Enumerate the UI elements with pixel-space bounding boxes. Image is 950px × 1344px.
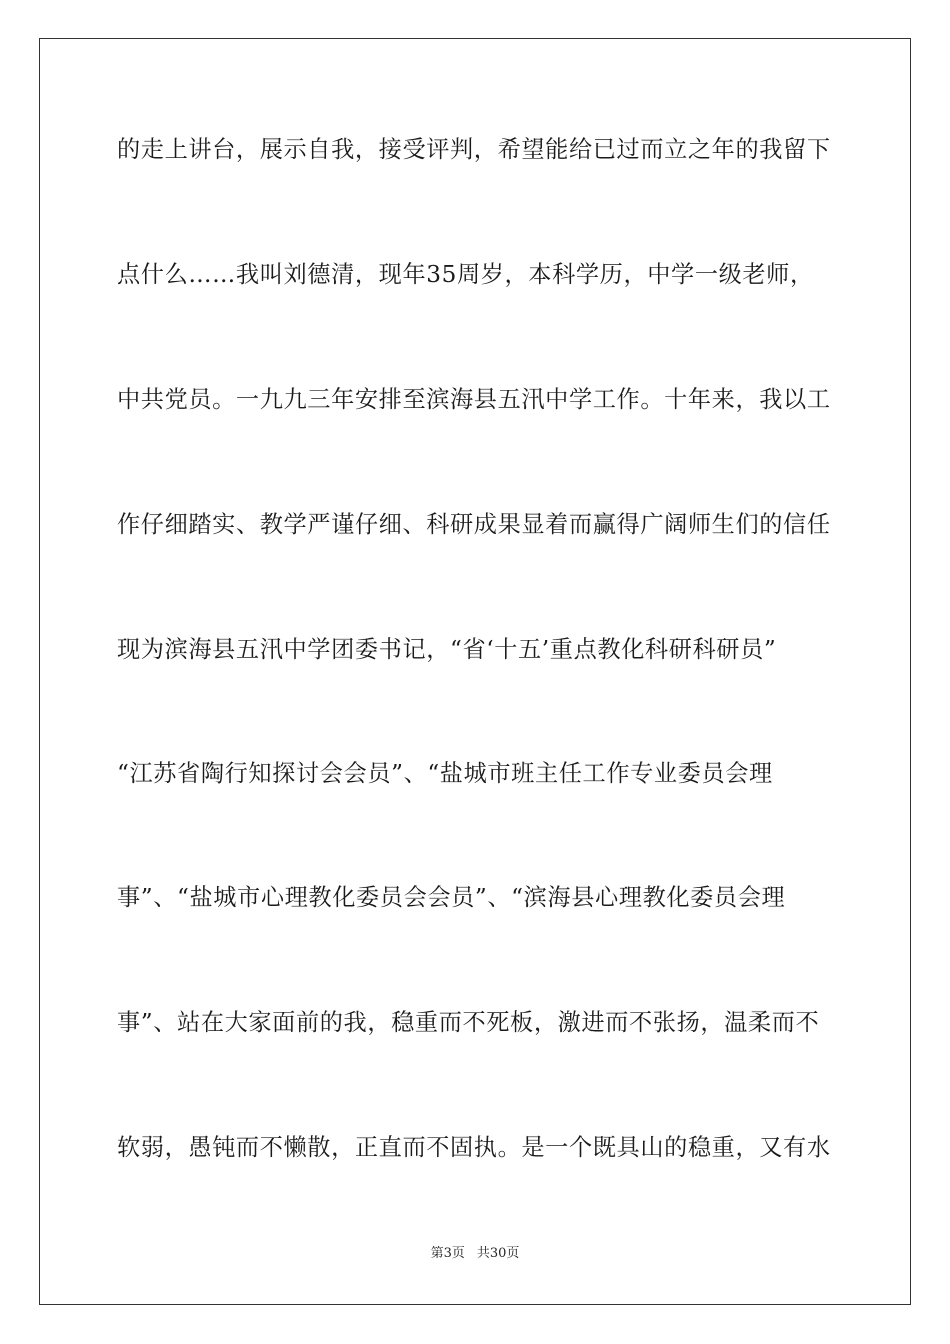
page-number: 第3页 [430,1246,465,1261]
page-border [39,38,911,1305]
text-line: 事”、站在大家面前的我，稳重而不死板，激进而不张扬，温柔而不 [117,1009,820,1036]
text-line: 软弱，愚钝而不懒散，正直而不固执。是一个既具山的稳重，又有水 [117,1134,831,1161]
page-total: 共30页 [476,1246,520,1261]
text-line: 的走上讲台，展示自我，接受评判，希望能给已过而立之年的我留下 [117,136,831,163]
text-line: 中共党员。一九九三年安排至滨海县五汛中学工作。十年来，我以工 [117,386,831,413]
page-footer [0,1244,950,1264]
text-line: 现为滨海县五汛中学团委书记，“省‘十五’重点教化科研科研员” [117,636,777,663]
text-line: 事”、“盐城市心理教化委员会会员”、“滨海县心理教化委员会理 [117,884,786,911]
text-line: “江苏省陶行知探讨会会员”、“盐城市班主任工作专业委员会理 [117,760,773,787]
text-line: 作仔细踏实、教学严谨仔细、科研成果显着而赢得广阔师生们的信任 [117,511,831,538]
text-line: 点什么……我叫刘德清，现年35周岁，本科学历，中学一级老师， [117,261,814,288]
